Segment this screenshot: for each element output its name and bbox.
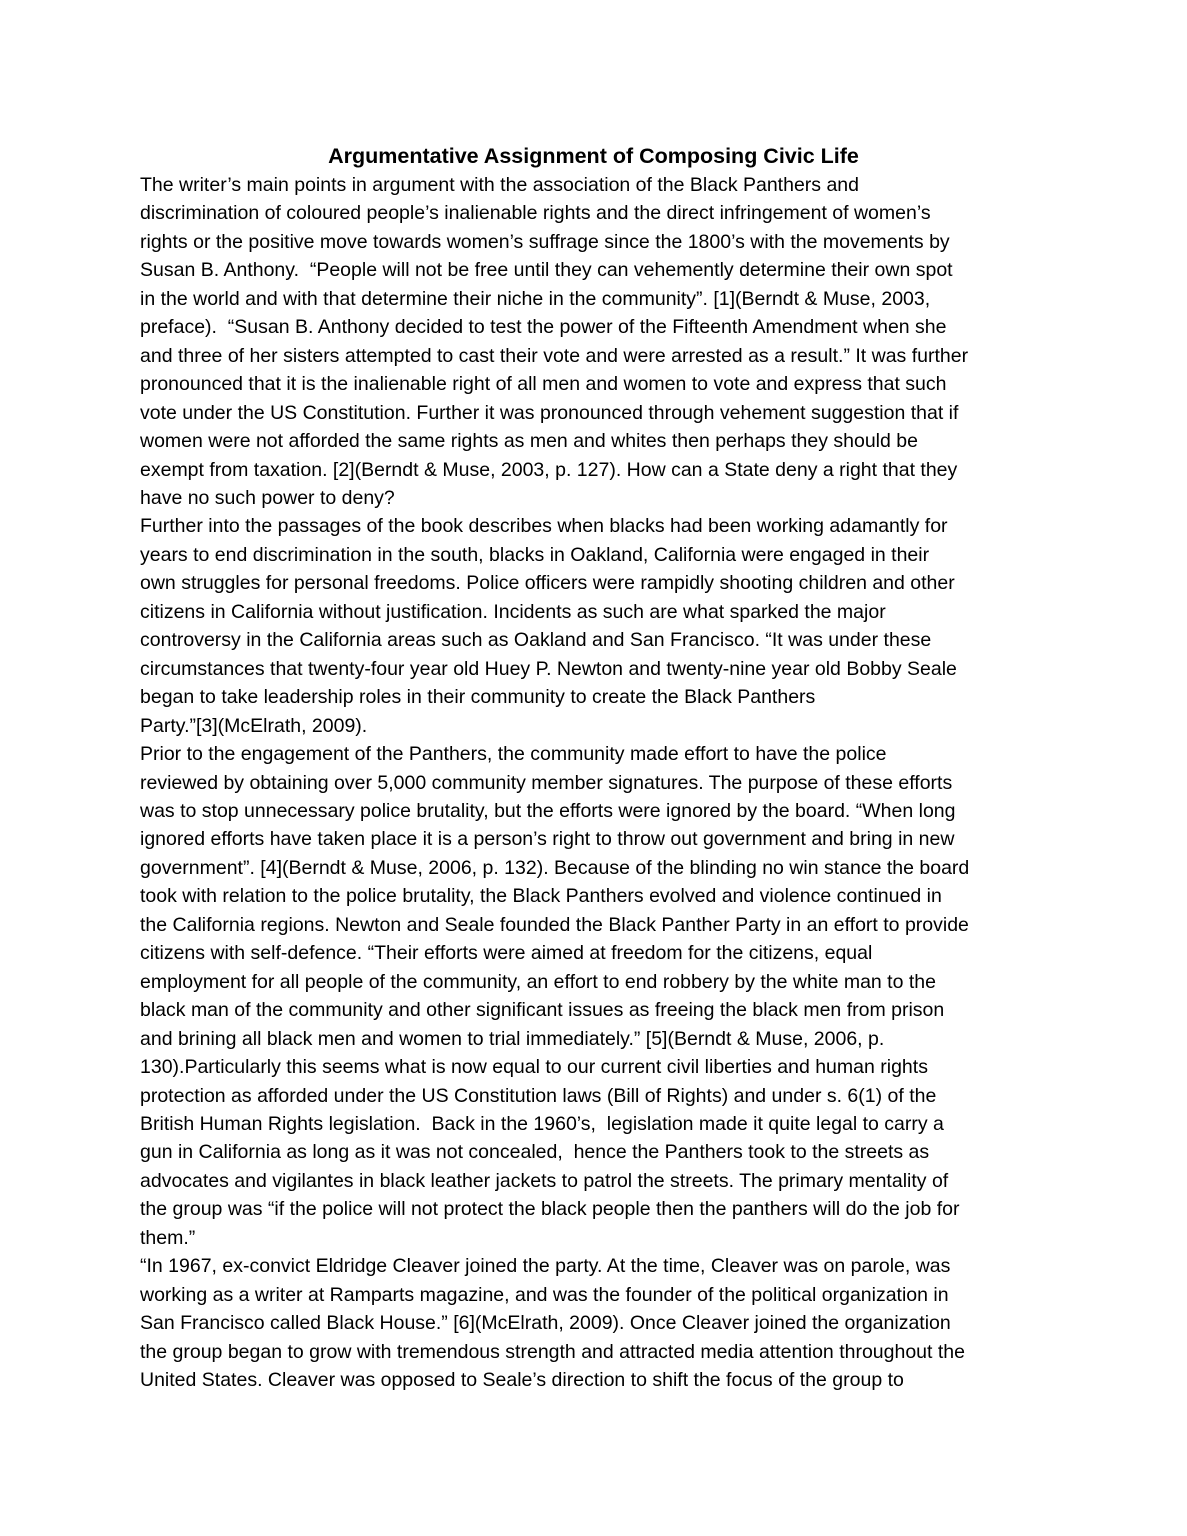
text-line: have no such power to deny? xyxy=(140,486,395,509)
text-line: British Human Rights legislation. Back in the 1960’s, legislation made it quite legal to carry a xyxy=(140,1112,944,1135)
text-line: preface). “Susan B. Anthony decided to test the power of the Fifteenth Amendment when she xyxy=(140,316,947,339)
text-line: government”. [4](Berndt & Muse, 2006, p. 132). Because of the blinding no win stance the board xyxy=(140,856,970,879)
text-line: employment for all people of the community, an effort to end robbery by the white man to the xyxy=(140,970,936,993)
text-line: and brining all black men and women to trial immediately.” [5](Berndt & Muse, 2006, p. xyxy=(140,1027,885,1050)
text-line: The writer’s main points in argument with the association of the Black Panthers and xyxy=(140,174,859,196)
text-line: discrimination of coloured people’s inalienable rights and the direct infringement of women’s xyxy=(140,202,931,225)
text-line: United States. Cleaver was opposed to Seale’s direction to shift the focus of the group to xyxy=(140,1369,904,1392)
text-line: the California regions. Newton and Seale founded the Black Panther Party in an effort to provide xyxy=(140,913,969,936)
text-line: Party.”[3](McElrath, 2009). xyxy=(140,714,368,737)
text-line: pronounced that it is the inalienable right of all men and women to vote and express that such xyxy=(140,373,947,396)
text-line: Susan B. Anthony. “People will not be free until they can vehemently determine their own spot xyxy=(140,259,953,282)
paragraph xyxy=(140,512,1047,740)
text-line: own struggles for personal freedoms. Police officers were rampidly shooting children and other xyxy=(140,572,955,595)
text-line: began to take leadership roles in their community to create the Black Panthers xyxy=(140,686,816,709)
text-line: women were not afforded the same rights as men and whites then perhaps they should be xyxy=(140,430,918,453)
text-line: citizens in California without justification. Incidents as such are what sparked the major xyxy=(140,600,886,623)
text-line: in the world and with that determine their niche in the community”. [1](Berndt & Muse, 2003, xyxy=(140,287,931,310)
text-line: ignored efforts have taken place it is a person’s right to throw out government and bring in new xyxy=(140,828,955,851)
text-line: circumstances that twenty-four year old Huey P. Newton and twenty-nine year old Bobby Seale xyxy=(140,657,957,680)
paragraph xyxy=(140,1252,1047,1394)
paragraph xyxy=(140,171,1047,512)
text-line: San Francisco called Black House.” [6](McElrath, 2009). Once Cleaver joined the organization xyxy=(140,1312,951,1335)
text-line: the group began to grow with tremendous strength and attracted media attention throughout the xyxy=(140,1340,965,1363)
text-line: the group was “if the police will not protect the black people then the panthers will do the job for xyxy=(140,1198,960,1221)
text-line: Further into the passages of the book describes when blacks had been working adamantly for xyxy=(140,515,948,538)
text-line: them.” xyxy=(140,1226,196,1249)
paragraph xyxy=(140,740,1047,1252)
text-line: advocates and vigilantes in black leather jackets to patrol the streets. The primary mentality of xyxy=(140,1169,949,1192)
text-line: “In 1967, ex-convict Eldridge Cleaver joined the party. At the time, Cleaver was on parole, was xyxy=(140,1255,951,1278)
text-line: years to end discrimination in the south, blacks in Oakland, California were engaged in their xyxy=(140,543,930,566)
text-line: protection as afforded under the US Constitution laws (Bill of Rights) and under s. 6(1) of the xyxy=(140,1084,937,1107)
text-line: gun in California as long as it was not concealed, hence the Panthers took to the streets as xyxy=(140,1141,930,1164)
text-line: Prior to the engagement of the Panthers, the community made effort to have the police xyxy=(140,743,887,766)
essay-document xyxy=(140,142,1047,1394)
text-line: was to stop unnecessary police brutality, but the efforts were ignored by the board. “When long xyxy=(140,799,956,822)
text-line: rights or the positive move towards women’s suffrage since the 1800’s with the movements by xyxy=(140,230,950,253)
text-line: 130).Particularly this seems what is now equal to our current civil liberties and human rights xyxy=(140,1056,928,1079)
text-line: controversy in the California areas such as Oakland and San Francisco. “It was under these xyxy=(140,629,932,652)
text-line: took with relation to the police brutality, the Black Panthers evolved and violence continued in xyxy=(140,885,942,908)
document-title: Argumentative Assignment of Composing Civic Life xyxy=(328,144,859,168)
text-line: vote under the US Constitution. Further it was pronounced through vehement suggestion that if xyxy=(140,401,959,424)
text-line: citizens with self-defence. “Their efforts were aimed at freedom for the citizens, equal xyxy=(140,942,873,965)
text-line: working as a writer at Ramparts magazine, and was the founder of the political organization in xyxy=(140,1283,949,1306)
text-line: and three of her sisters attempted to cast their vote and were arrested as a result.” It was further xyxy=(140,344,969,367)
document-body xyxy=(140,171,1047,1394)
text-line: exempt from taxation. [2](Berndt & Muse, 2003, p. 127). How can a State deny a right that they xyxy=(140,458,958,481)
text-line: black man of the community and other significant issues as freeing the black men from prison xyxy=(140,999,945,1022)
text-line: reviewed by obtaining over 5,000 community member signatures. The purpose of these efforts xyxy=(140,771,953,794)
